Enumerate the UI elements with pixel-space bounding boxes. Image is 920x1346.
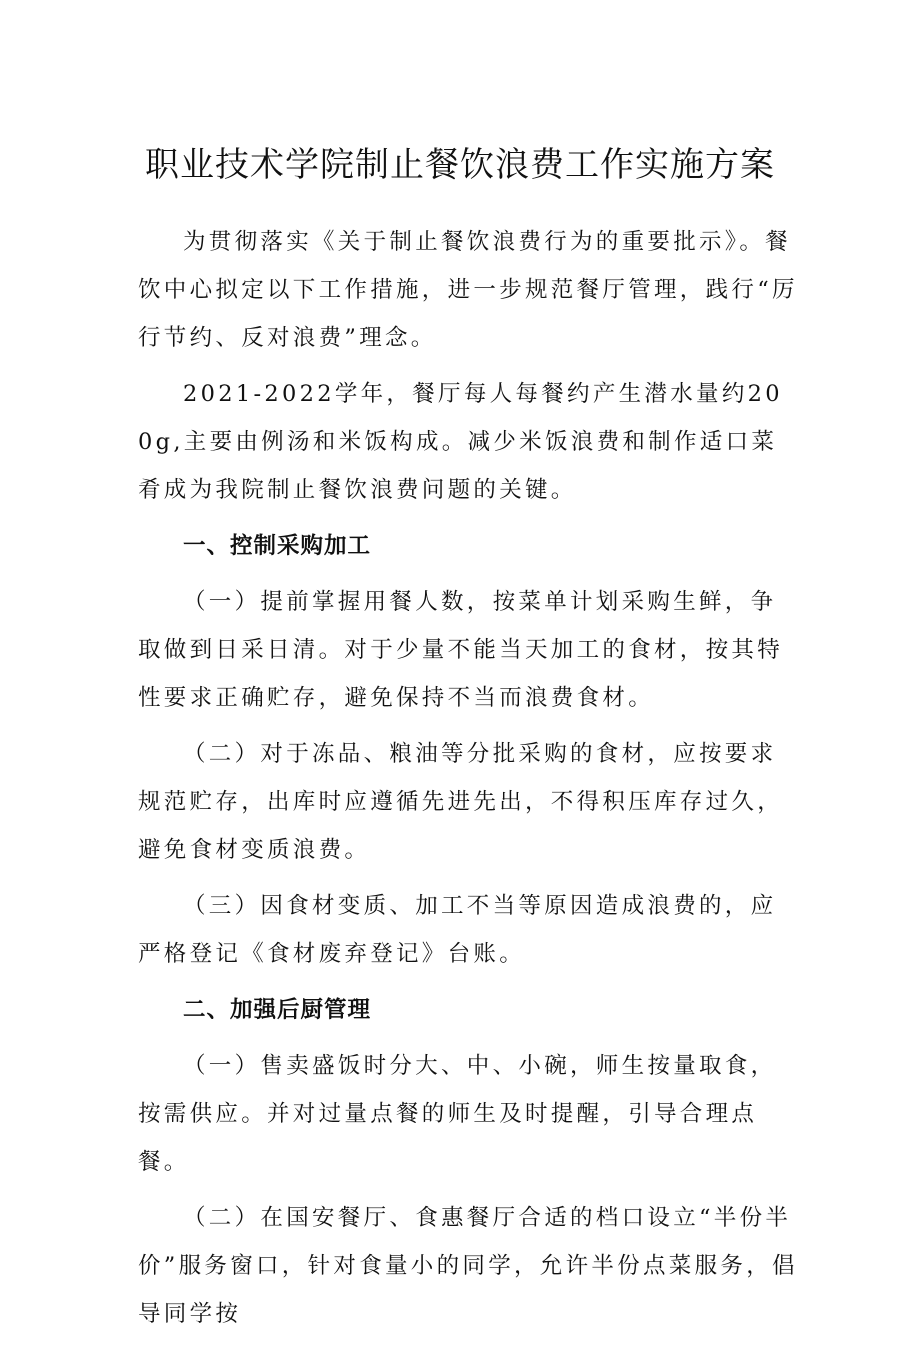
section-2-item-1: （一）售卖盛饭时分大、中、小碗，师生按量取食，按需供应。并对过量点餐的师生及时提醒，引导合理点餐。 [138, 1053, 777, 1175]
section-1-heading: 一、控制采购加工 [183, 533, 372, 559]
section-1 [138, 522, 798, 978]
section-1-item-1: （一）提前掌握用餐人数，按菜单计划采购生鲜，争取做到日采日清。对于少量不能当天加工的食材，按其特性要求正确贮存，避免保持不当而浪费食材。 [138, 589, 784, 711]
section-2 [138, 986, 798, 1338]
section-1-item-3: （三）因食材变质、加工不当等原因造成浪费的，应严格登记《食材废弃登记》台账。 [138, 893, 777, 967]
intro-paragraph-1: 为贯彻落实《关于制止餐饮浪费行为的重要批示》。餐饮中心拟定以下工作措施，进一步规范餐厅管理，践行“厉行节约、反对浪费”理念。 [138, 229, 798, 351]
document-title: 职业技术学院制止餐饮浪费工作实施方案 [145, 145, 775, 185]
section-2-heading: 二、加强后厨管理 [183, 997, 372, 1023]
document-body [138, 218, 798, 1346]
intro-paragraph-2: 2021-2022学年，餐厅每人每餐约产生潜水量约200g,主要由例汤和米饭构成。减少米饭浪费和制作适口菜肴成为我院制止餐饮浪费问题的关键。 [138, 381, 783, 503]
section-2-item-2: （二）在国安餐厅、食惠餐厅合适的档口设立“半份半价”服务窗口，针对食量小的同学，允许半份点菜服务，倡导同学按 [138, 1205, 798, 1327]
section-1-item-2: （二）对于冻品、粮油等分批采购的食材，应按要求规范贮存，出库时应遵循先进先出，不得积压库存过久，避免食材变质浪费。 [138, 741, 784, 863]
